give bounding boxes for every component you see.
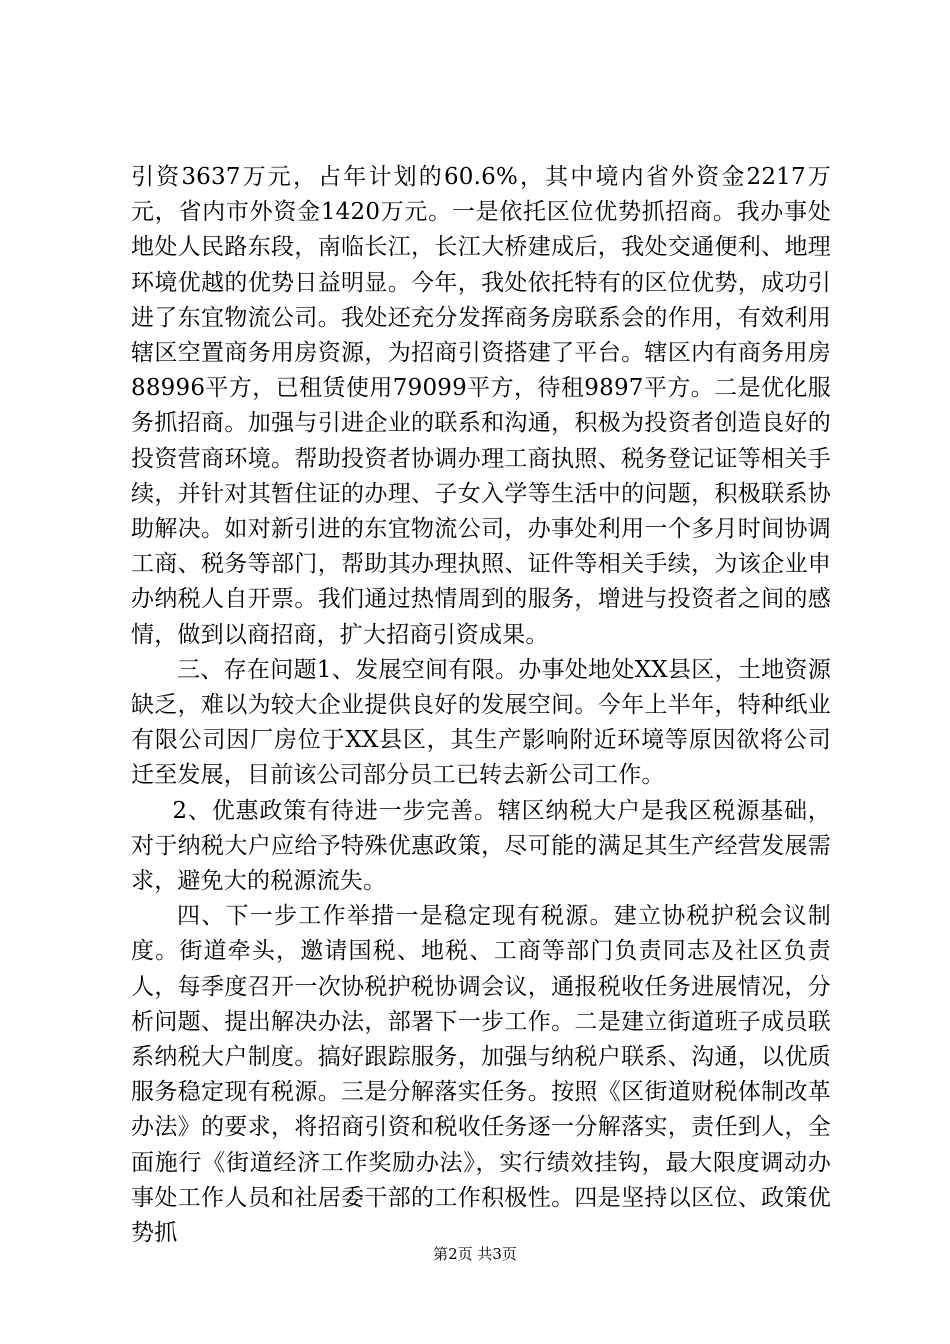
page-footer: 第2页 共3页 (433, 1245, 517, 1263)
paragraph-policy: 2、优惠政策有待进一步完善。辖区纳税大户是我区税源基础，对于纳税大户应给予特殊优惠政策，尽可能的满足其生产经营发展需求，避免大的税源流失。 (131, 797, 831, 895)
document-body (131, 160, 831, 1251)
paragraph-next-steps: 四、下一步工作举措一是稳定现有税源。建立协税护税会议制度。街道牵头，邀请国税、地税、工商等部门负责同志及社区负责人，每季度召开一次协税护税协调会议，通报税收任务进展情况，分析问题、提出解决办法，部署下一步工作。二是建立街道班子成员联系纳税大户制度。搞好跟踪服务，加强与纳税户联系、沟通，以优质服务稳定现有税源。三是分解落实任务。按照《区街道财税体制改革办法》的要求，将招商引资和税收任务逐一分解落实，责任到人，全面施行《街道经济工作奖励办法》，实行绩效挂钩，最大限度调动办事处工作人员和社居委干部的工作积极性。四是坚持以区位、政策优势抓 (131, 903, 831, 1247)
paragraph-problems: 三、存在问题1、发展空间有限。办事处地处XX县区，土地资源缺乏，难以为较大企业提供良好的发展空间。今年上半年，特种纸业有限公司因厂房位于XX县区，其生产影响附近环境等原因欲将公司迁至发展，目前该公司部分员工已转去新公司工作。 (131, 656, 831, 789)
paragraph-investment: 引资3637万元，占年计划的60.6%，其中境内省外资金2217万元，省内市外资金1420万元。一是依托区位优势抓招商。我办事处地处人民路东段，南临长江，长江大桥建成后，我处交通便利、地理环境优越的优势日益明显。今年，我处依托特有的区位优势，成功引进了东宜物流公司。我处还充分发挥商务房联系会的作用，有效利用辖区空置商务用房资源，为招商引资搭建了平台。辖区内有商务用房88996平方，已租赁使用79099平方，待租9897平方。二是优化服务抓招商。加强与引进企业的联系和沟通，积极为投资者创造良好的投资营商环境。帮助投资者协调办理工商执照、税务登记证等相关手续，并针对其暂住证的办理、子女入学等生活中的问题，积极联系协助解决。如对新引进的东宜物流公司，办事处利用一个多月时间协调工商、税务等部门，帮助其办理执照、证件等相关手续，为该企业申办纳税人自开票。我们通过热情周到的服务，增进与投资者之间的感情，做到以商招商，扩大招商引资成果。 (131, 164, 831, 648)
